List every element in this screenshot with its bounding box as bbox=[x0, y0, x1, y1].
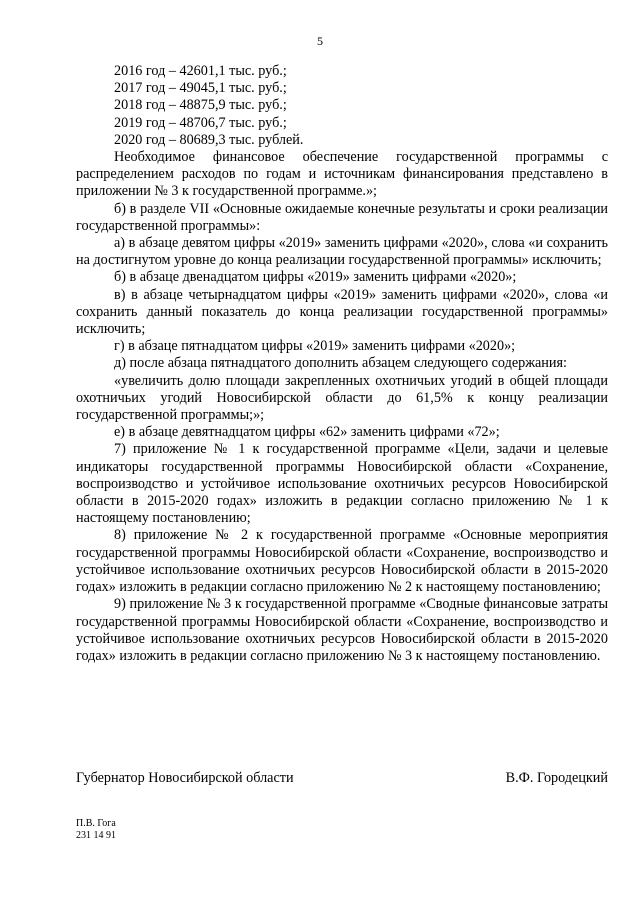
signatory-position: Губернатор Новосибирской области bbox=[76, 770, 294, 786]
executor-block bbox=[76, 818, 116, 842]
document-body bbox=[76, 63, 608, 665]
funding-year-line: 2018 год – 48875,9 тыс. руб.; bbox=[114, 97, 287, 114]
body-paragraph: Необходимое финансовое обеспечение государственной программы с распределением расходов по годам и источникам финансирования представлено в приложении № 3 к государственной программе.»; bbox=[76, 149, 608, 200]
body-paragraph: 7) приложение № 1 к государственной программе «Цели, задачи и целевые индикаторы государственной программы Новосибирской области «Сохранение, воспроизводство и устойчивое использование охотничьих ресурсов Новосибирской области в 2015-2020 годах» изложить в редакции согласно приложению № 1 к настоящему постановлению; bbox=[76, 441, 608, 527]
executor-name: П.В. Гога bbox=[76, 818, 116, 829]
body-paragraph: а) в абзаце девятом цифры «2019» заменить цифрами «2020», слова «и сохранить на достигнутом уровне до конца реализации государственной программы» исключить; bbox=[76, 235, 608, 269]
body-paragraph: 8) приложение № 2 к государственной программе «Основные мероприятия государственной программы Новосибирской области «Сохранение, воспроизводство и устойчивое использование охотничьих ресурсов Новосибирской области в 2015-2020 годах» изложить в редакции согласно приложению № 2 к настоящему постановлению; bbox=[76, 527, 608, 596]
page-number: 5 bbox=[317, 34, 323, 48]
body-paragraph: в) в абзаце четырнадцатом цифры «2019» заменить цифрами «2020», слова «и сохранить данный показатель до конца реализации государственной программы» исключить; bbox=[76, 286, 608, 338]
body-paragraph: г) в абзаце пятнадцатом цифры «2019» заменить цифрами «2020»; bbox=[114, 338, 516, 355]
body-paragraph: д) после абзаца пятнадцатого дополнить абзацем следующего содержания: bbox=[114, 355, 567, 372]
signatory-name: В.Ф. Городецкий bbox=[505, 770, 608, 786]
body-paragraph: е) в абзаце девятнадцатом цифры «62» заменить цифрами «72»; bbox=[114, 424, 500, 441]
body-paragraph: 9) приложение № 3 к государственной программе «Сводные финансовые затраты государственной программы Новосибирской области «Сохранение, воспроизводство и устойчивое использование охотничьих ресурсов Новосибирской области в 2015-2020 годах» изложить в редакции согласно приложению № 3 к настоящему постановлению. bbox=[76, 596, 608, 664]
body-paragraph: «увеличить долю площади закрепленных охотничьих угодий в общей площади охотничьих угодий Новосибирской области до 61,5% к концу реализации государственной программы;»; bbox=[76, 372, 608, 424]
body-paragraph: б) в абзаце двенадцатом цифры «2019» заменить цифрами «2020»; bbox=[114, 269, 517, 286]
funding-year-line: 2020 год – 80689,3 тыс. рублей. bbox=[114, 131, 304, 148]
funding-year-line: 2019 год – 48706,7 тыс. руб.; bbox=[114, 114, 287, 131]
funding-year-line: 2016 год – 42601,1 тыс. руб.; bbox=[114, 63, 287, 79]
body-paragraph: б) в разделе VII «Основные ожидаемые конечные результаты и сроки реализации государственной программы»: bbox=[76, 200, 608, 234]
signature-block bbox=[76, 770, 608, 787]
funding-year-line: 2017 год – 49045,1 тыс. руб.; bbox=[114, 80, 287, 97]
executor-phone: 231 14 91 bbox=[76, 830, 116, 841]
